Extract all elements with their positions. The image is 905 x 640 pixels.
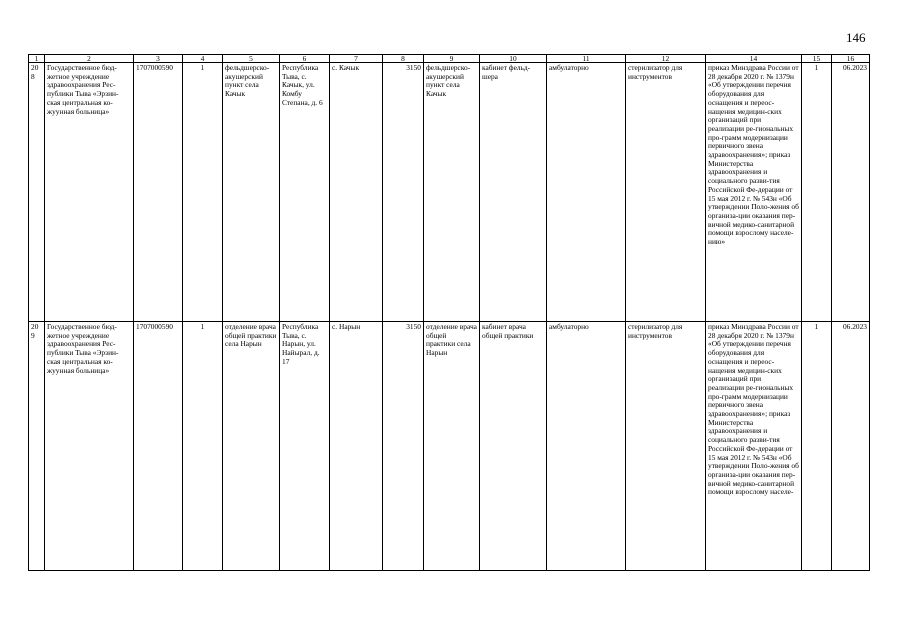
address-cell: Республика Тыва, с. Нарын, ул. Найырал, д. 17 — [280, 322, 330, 571]
code-cell: 1707000590 — [134, 63, 183, 322]
care-type-cell: амбулаторно — [547, 322, 626, 571]
address-cell: Республика Тыва, с. Качык, ул. Комбу Степана, д. 6 — [280, 63, 330, 322]
page-number: 146 — [846, 30, 866, 45]
column-header: 8 — [383, 55, 424, 63]
row-number: 208 — [29, 63, 45, 322]
column-header: 15 — [802, 55, 832, 63]
unit2-cell: фельдшерско-акушерский пункт села Качык — [424, 63, 480, 322]
row-number: 209 — [29, 322, 45, 571]
column-header: 10 — [480, 55, 547, 63]
header-row — [29, 55, 870, 63]
column-header: 6 — [280, 55, 330, 63]
table-row — [29, 322, 870, 571]
column-header: 2 — [45, 55, 134, 63]
code-cell: 1707000590 — [134, 322, 183, 571]
column-header: 11 — [547, 55, 626, 63]
unit-cell: отделение врача общей практики села Нарын — [223, 322, 280, 571]
column-header: 1 — [29, 55, 45, 63]
column-header: 3 — [134, 55, 183, 63]
locality-cell: с. Качык — [330, 63, 383, 322]
basis-cell: приказ Минздрава России от 28 декабря 2020 г. № 1379н «Об утверждении перечня оборудования для оснащения и переос-нащения медицин-ских организаций при реализации ре-гиональных про-грамм модернизации первичного звена здравоохранения»; приказ Министерства здравоохранения и социального разви-тия Российской Фе-дерации от 15 мая 2012 г. № 543н «Об утверждении Поло-жения об организа-ции оказания пер-вичной медико-санитарной помощи взрослому населе- — [706, 322, 802, 571]
count-cell: 1 — [802, 322, 832, 571]
population-cell: 3150 — [383, 63, 424, 322]
equipment-cell: стерилизатор для инструментов — [626, 63, 706, 322]
column-header: 16 — [832, 55, 870, 63]
equipment-cell: стерилизатор для инструментов — [626, 322, 706, 571]
column-header: 14 — [706, 55, 802, 63]
locality-cell: с. Нарын — [330, 322, 383, 571]
table-row — [29, 63, 870, 322]
column-header: 9 — [424, 55, 480, 63]
population-cell: 3150 — [383, 322, 424, 571]
quantity-cell: 1 — [183, 63, 223, 322]
document-table — [28, 54, 870, 571]
quantity-cell: 1 — [183, 322, 223, 571]
date-cell: 06.2023 — [832, 63, 870, 322]
count-cell: 1 — [802, 63, 832, 322]
organization-cell: Государственное бюд-жетное учреждение здравоохранения Рес-публики Тыва «Эрзин-ская центральная ко-жуунная больница» — [45, 63, 134, 322]
column-header: 7 — [330, 55, 383, 63]
care-type-cell: амбулаторно — [547, 63, 626, 322]
unit-cell: фельдшерско-акушерский пункт села Качык — [223, 63, 280, 322]
basis-cell: приказ Минздрава России от 28 декабря 2020 г. № 1379н «Об утверждении перечня оборудования для оснащения и переос-нащения медицин-ских организаций при реализации ре-гиональных про-грамм модернизации первичного звена здравоохранения»; приказ Министерства здравоохранения и социального разви-тия Российской Фе-дерации от 15 мая 2012 г. № 543н «Об утверждении Поло-жения об организа-ции оказания пер-вичной медико-санитарной помощи взрослому населе-нию» — [706, 63, 802, 322]
organization-cell: Государственное бюд-жетное учреждение здравоохранения Рес-публики Тыва «Эрзин-ская центральная ко-жуунная больница» — [45, 322, 134, 571]
date-cell: 06.2023 — [832, 322, 870, 571]
column-header: 4 — [183, 55, 223, 63]
room-cell: кабинет фельд-шера — [480, 63, 547, 322]
room-cell: кабинет врача общей практики — [480, 322, 547, 571]
column-header: 5 — [223, 55, 280, 63]
column-header: 12 — [626, 55, 706, 63]
unit2-cell: отделение врача общей практики села Нарын — [424, 322, 480, 571]
